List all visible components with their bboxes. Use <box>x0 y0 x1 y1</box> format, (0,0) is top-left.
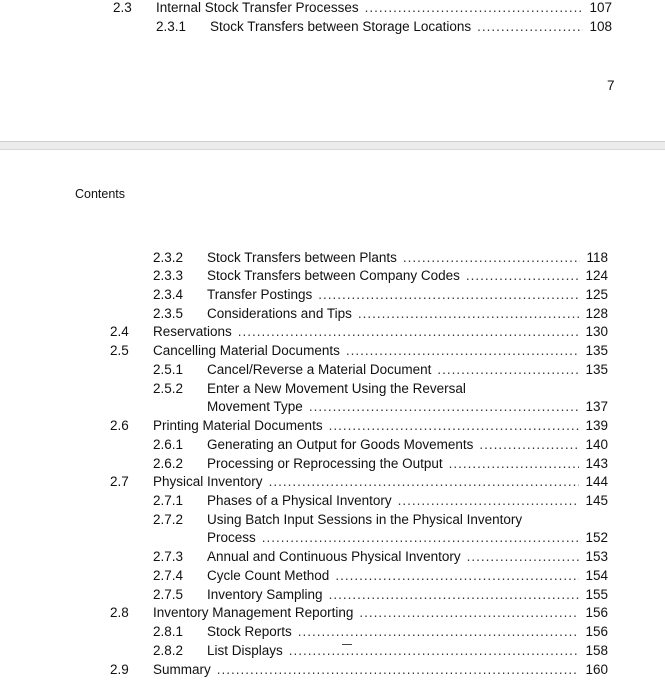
dot-leader <box>298 622 580 641</box>
toc-entry[interactable] <box>0 379 665 398</box>
toc-entry-title: Cancelling Material Documents <box>153 343 340 359</box>
toc-entry[interactable] <box>0 360 665 379</box>
toc-entry-page: 152 <box>585 530 608 546</box>
toc-entry[interactable] <box>0 641 665 660</box>
toc-entry-number: 2.3 <box>113 0 132 15</box>
toc-entry-page: 156 <box>585 605 608 621</box>
toc-entry-title: Annual and Continuous Physical Inventory <box>207 549 461 565</box>
toc-entry-number: 2.7.2 <box>153 511 184 527</box>
dot-leader <box>467 547 580 566</box>
toc-entry-title: Cancel/Reverse a Material Document <box>207 361 432 377</box>
toc-entry-page: 154 <box>585 567 608 583</box>
toc-entry-title: List Displays <box>207 642 283 658</box>
toc-entry-title: Generating an Output for Goods Movements <box>207 436 474 452</box>
dot-leader <box>403 248 581 267</box>
page-number: 7 <box>607 78 615 93</box>
toc-entry-title: Stock Transfers between Storage Locations <box>210 19 472 34</box>
toc-entry[interactable] <box>0 397 665 416</box>
toc-entry-number: 2.7.5 <box>153 586 184 602</box>
page-7 <box>0 0 665 141</box>
toc-entry-page: 135 <box>585 343 608 359</box>
toc-entry[interactable] <box>0 603 665 622</box>
toc-entry[interactable] <box>0 285 665 304</box>
toc-entry-title: Inventory Management Reporting <box>153 605 354 621</box>
toc-entry-title: Considerations and Tips <box>207 305 352 321</box>
toc-entry-page: 107 <box>589 0 612 15</box>
toc-entry-page: 128 <box>585 305 608 321</box>
toc-entry-page: 143 <box>585 455 608 471</box>
toc-entry-number: 2.3.4 <box>153 286 184 302</box>
toc-entry[interactable] <box>0 472 665 491</box>
toc-entry-title: Transfer Postings <box>207 286 313 302</box>
dot-leader <box>346 341 580 360</box>
toc-entry-page: 155 <box>585 586 608 602</box>
toc-entry-page: 130 <box>585 324 608 340</box>
toc-entry-title: Stock Reports <box>207 624 292 640</box>
toc-entry-number: 2.7 <box>110 474 129 490</box>
toc-entry[interactable] <box>0 304 665 323</box>
toc-entry-number: 2.6.1 <box>153 436 184 452</box>
toc-entry-title: Processing or Reprocessing the Output <box>207 455 443 471</box>
toc-entry-page: 108 <box>589 19 612 34</box>
toc-entry-page: 153 <box>585 549 608 565</box>
toc-entry[interactable] <box>0 547 665 566</box>
dot-leader <box>358 304 580 323</box>
toc-entry[interactable] <box>0 341 665 360</box>
dot-leader <box>309 397 580 416</box>
toc-entry-title: Printing Material Documents <box>153 418 323 434</box>
toc-entry[interactable] <box>0 454 665 473</box>
dot-leader <box>238 322 580 341</box>
toc-entry-page: 144 <box>585 474 608 490</box>
toc-entry-number: 2.8 <box>110 605 129 621</box>
dot-leader <box>398 491 580 510</box>
toc-entry[interactable] <box>0 660 665 679</box>
toc-entry-number: 2.5.2 <box>153 380 184 396</box>
dot-leader <box>466 266 580 285</box>
toc-entry-page: 124 <box>585 268 608 284</box>
running-header: Contents <box>75 187 126 201</box>
toc-entry-page: 137 <box>585 399 608 415</box>
toc-entry-page: 158 <box>585 642 608 658</box>
toc-entry-title: Phases of a Physical Inventory <box>207 492 392 508</box>
toc-entry-number: 2.8.1 <box>153 624 184 640</box>
toc-entry[interactable] <box>0 435 665 454</box>
toc-entry-number: 2.5.1 <box>153 361 184 377</box>
toc-entry-number: 2.8.2 <box>153 642 184 658</box>
toc-entry[interactable] <box>0 17 665 36</box>
toc-entry-number: 2.3.2 <box>153 249 184 265</box>
toc-entry-title: Reservations <box>153 324 232 340</box>
toc-entry[interactable] <box>0 510 665 529</box>
toc-entry[interactable] <box>0 266 665 285</box>
dot-leader <box>217 660 580 679</box>
page-separator <box>0 141 665 150</box>
toc-entry[interactable] <box>0 416 665 435</box>
toc-entry-title: Enter a New Movement Using the Reversal <box>207 380 466 396</box>
toc-entry-title: Cycle Count Method <box>207 567 330 583</box>
toc-entry-title: Process <box>207 530 256 546</box>
dot-leader <box>329 416 580 435</box>
dot-leader <box>477 17 583 36</box>
page-8 <box>0 150 665 690</box>
toc-entry-title: Movement Type <box>207 399 303 415</box>
toc-entry-page: 160 <box>585 661 608 677</box>
dot-leader <box>359 603 579 622</box>
toc-entry[interactable] <box>0 622 665 641</box>
toc-entry-number: 2.3.5 <box>153 305 184 321</box>
toc-entry-number: 2.7.3 <box>153 549 184 565</box>
toc-entry-number: 2.6 <box>110 418 129 434</box>
toc-entry-page: 125 <box>585 286 608 302</box>
toc-entry-title: Internal Stock Transfer Processes <box>156 0 359 15</box>
toc-entry-number: 2.3.3 <box>153 268 184 284</box>
dot-leader <box>269 472 580 491</box>
toc-entry-page: 145 <box>585 492 608 508</box>
toc-entry[interactable] <box>0 248 665 267</box>
toc-entry-number: 2.3.1 <box>156 19 187 34</box>
dot-leader <box>329 585 580 604</box>
toc-entry[interactable] <box>0 585 665 604</box>
toc-entry-page: 156 <box>585 624 608 640</box>
dot-leader <box>449 454 580 473</box>
toc-entry-number: 2.4 <box>110 324 129 340</box>
toc-entry-page: 139 <box>585 418 608 434</box>
toc-entry-number: 2.9 <box>110 661 129 677</box>
toc-entry-number: 2.6.2 <box>153 455 184 471</box>
toc-entry[interactable] <box>0 491 665 510</box>
dot-leader <box>289 641 580 660</box>
toc-entry-number: 2.7.1 <box>153 492 184 508</box>
toc-entry-title: Stock Transfers between Plants <box>207 249 397 265</box>
toc-entry[interactable] <box>0 566 665 585</box>
dot-leader <box>335 566 579 585</box>
toc-entry-title: Inventory Sampling <box>207 586 323 602</box>
toc-entry-title: Physical Inventory <box>153 474 263 490</box>
toc-entry-title: Summary <box>153 661 211 677</box>
toc-entry-number: 2.5 <box>110 343 129 359</box>
toc-entry-title: Stock Transfers between Company Codes <box>207 268 460 284</box>
toc-entry-number: 2.7.4 <box>153 567 184 583</box>
dot-leader <box>262 528 580 547</box>
toc-entry[interactable] <box>0 528 665 547</box>
dot-leader <box>437 360 579 379</box>
toc-entry-title: Using Batch Input Sessions in the Physical Inventory <box>207 511 523 527</box>
toc-entry-page: 135 <box>585 361 608 377</box>
toc-entry-page: 140 <box>585 436 608 452</box>
dot-leader <box>479 435 579 454</box>
toc-entry[interactable] <box>0 0 665 17</box>
dot-leader <box>365 0 584 17</box>
dot-leader <box>318 285 579 304</box>
toc-entry[interactable] <box>0 322 665 341</box>
toc-entry-page: 118 <box>586 249 608 265</box>
cursor-mark <box>342 644 352 645</box>
